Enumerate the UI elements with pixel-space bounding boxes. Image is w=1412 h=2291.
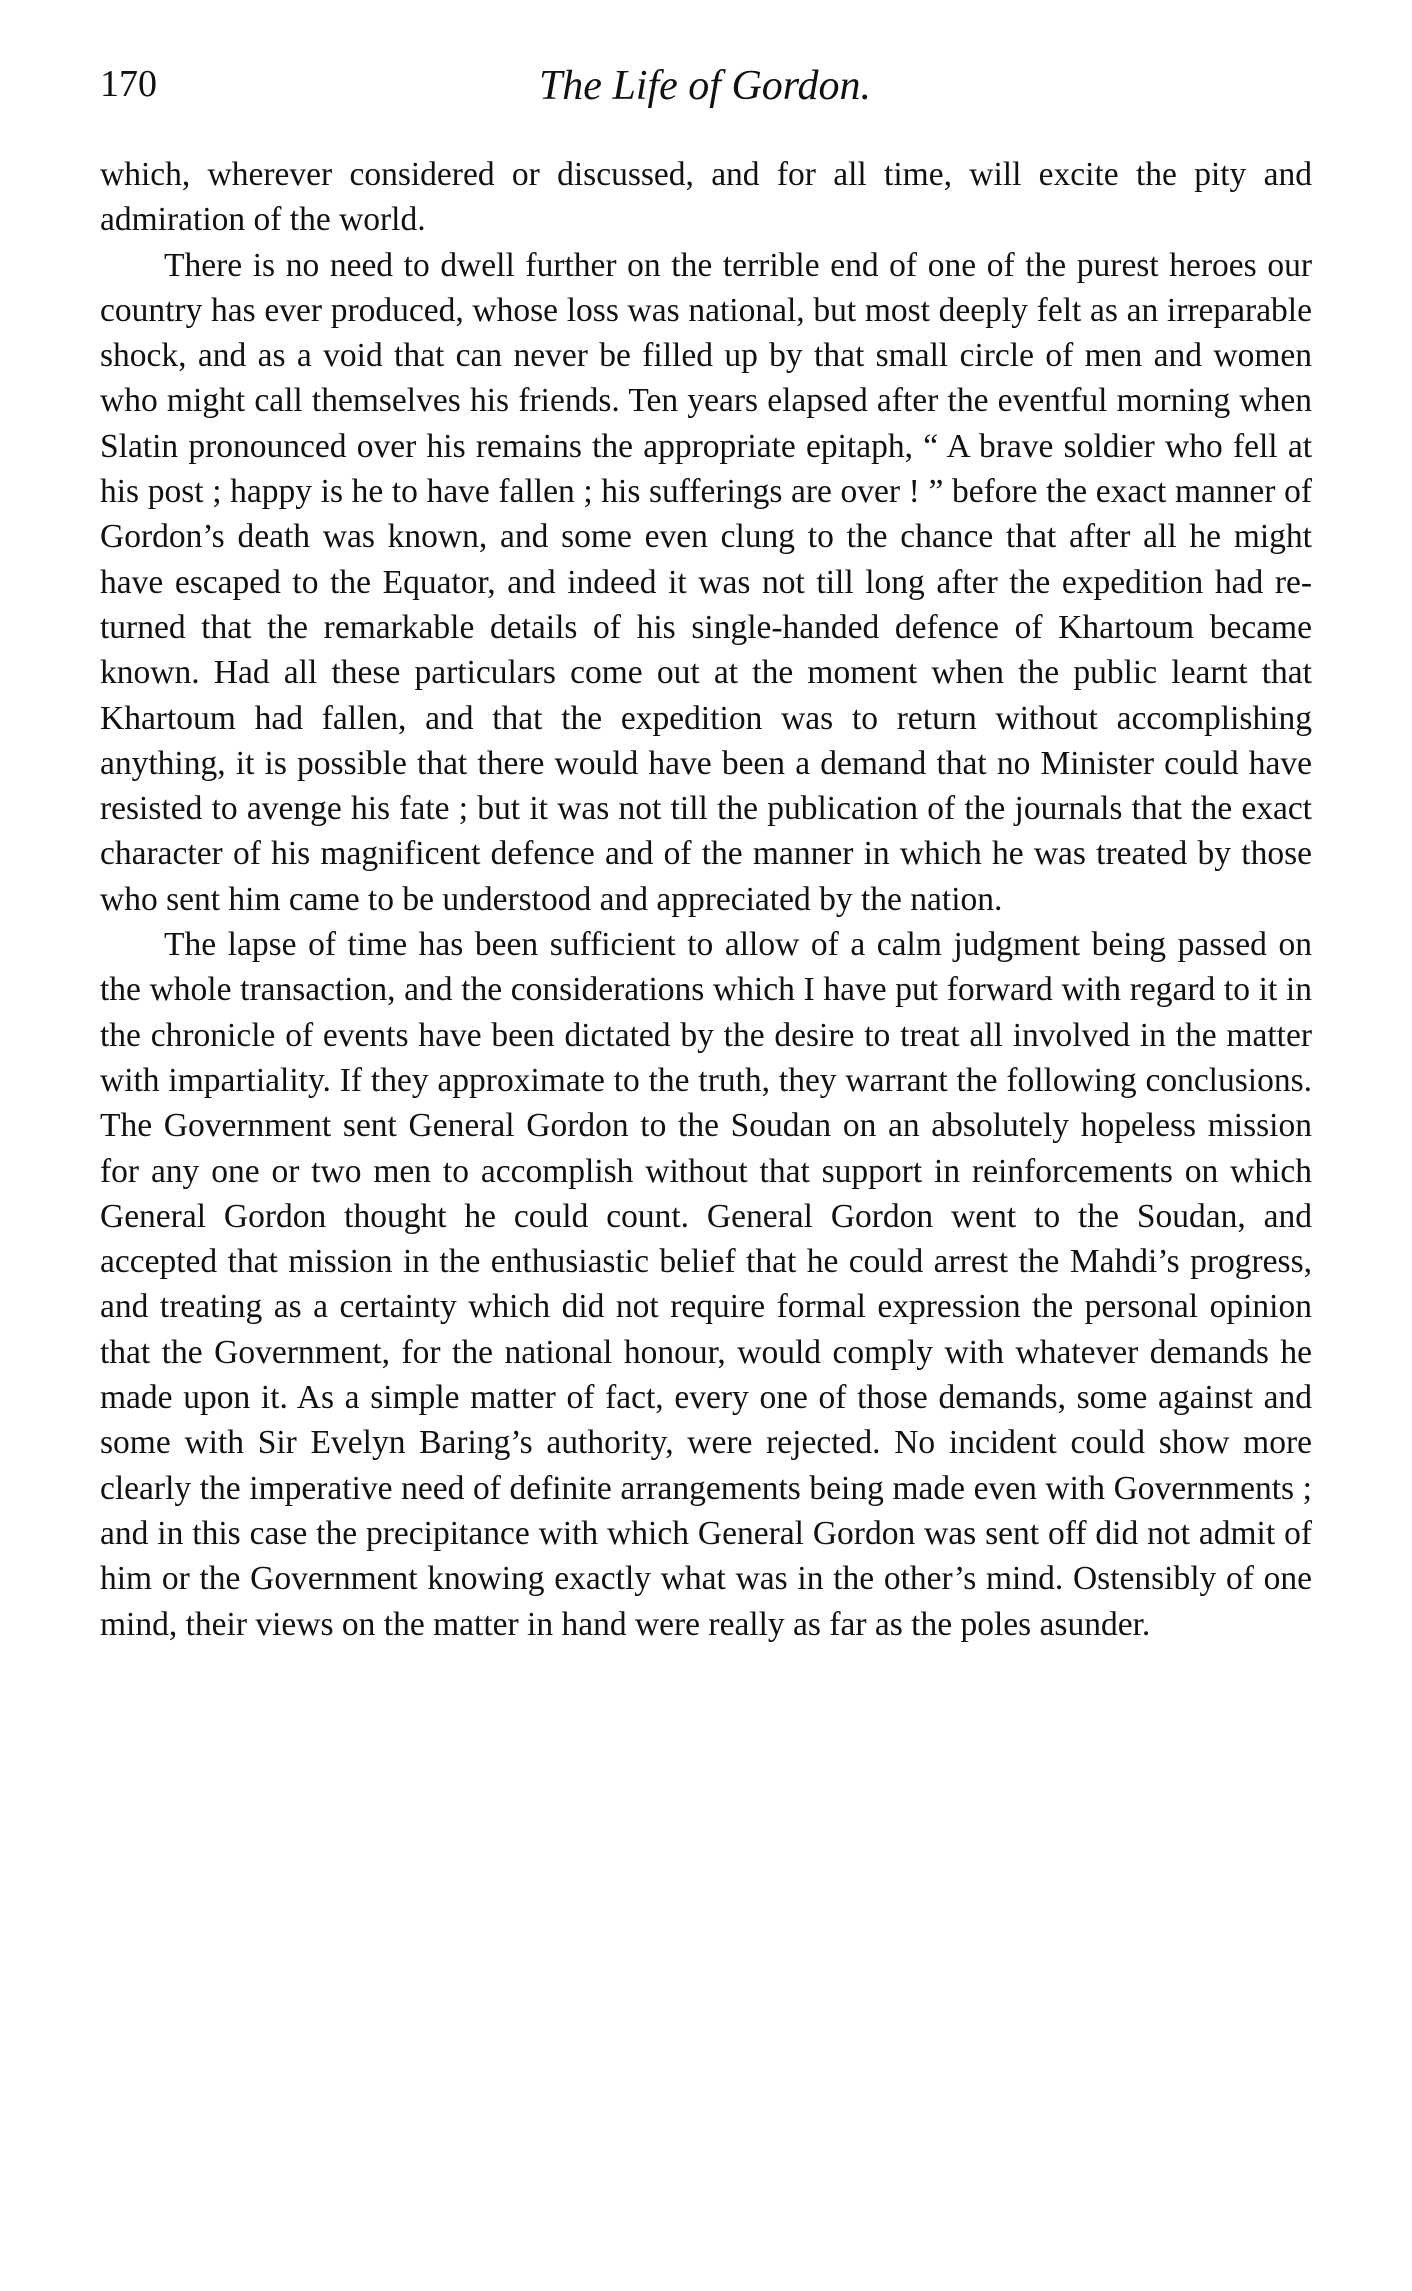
body-text xyxy=(100,152,1312,1647)
running-title: The Life of Gordon. xyxy=(538,63,872,109)
paragraph: There is no need to dwell further on the terrible end of one of the purest heroes our country has ever produced, whose loss was national, but most deeply felt as an irreparable shock, and as a void that can never be filled up by that small circle of men and women who might call themselves his friends. Ten years elapsed after the eventful morning when Slatin pronounced over his remains the appropriate epitaph, “ A brave soldier who fell at his post ; happy is he to have fallen ; his sufferings are over ! ” before the exact manner of Gordon’s death was known, and some even clung to the chance that after all he might have escaped to the Equator, and indeed it was not till long after the expedition had returned that the remarkable details of his single-handed defence of Khartoum became known. Had all these particulars come out at the moment when the public learnt that Khartoum had fallen, and that the expedition was to return without accomplishing anything, it is possible that there would have been a demand that no Minister could have resisted to avenge his fate ; but it was not till the publication of the journals that the exact character of his magnificent defence and of the manner in which he was treated by those who sent him came to be understood and appreciated by the nation. xyxy=(100,246,1312,918)
page-number: 170 xyxy=(100,63,157,105)
paragraph: The lapse of time has been sufficient to allow of a calm judgment being passed on the whole transaction, and the considerations which I have put forward with regard to it in the chronicle of events have been dictated by the desire to treat all involved in the matter with impartiality. If they approximate to the truth, they warrant the following conclusions. The Government sent General Gordon to the Soudan on an absolutely hopeless mission for any one or two men to accomplish without that support in reinforcements on which General Gordon thought he could count. General Gordon went to the Soudan, and accepted that mission in the enthusiastic belief that he could arrest the Mahdi’s progress, and treating as a certainty which did not require formal expression the personal opinion that the Government, for the national honour, would comply with whatever demands he made upon it. As a simple matter of fact, every one of those demands, some against and some with Sir Evelyn Baring’s authority, were rejected. No incident could show more clearly the imperative need of definite arrangements being made even with Governments ; and in this case the precipitance with which General Gordon was sent off did not admit of him or the Government knowing exactly what was in the other’s mind. Ostensibly of one mind, their views on the matter in hand were really as far as the poles asunder. xyxy=(100,926,1312,1643)
paragraph-continuation: which, wherever considered or discussed, and for all time, will excite the pity and admiration of the world. xyxy=(100,156,1312,239)
running-head xyxy=(100,62,1310,112)
